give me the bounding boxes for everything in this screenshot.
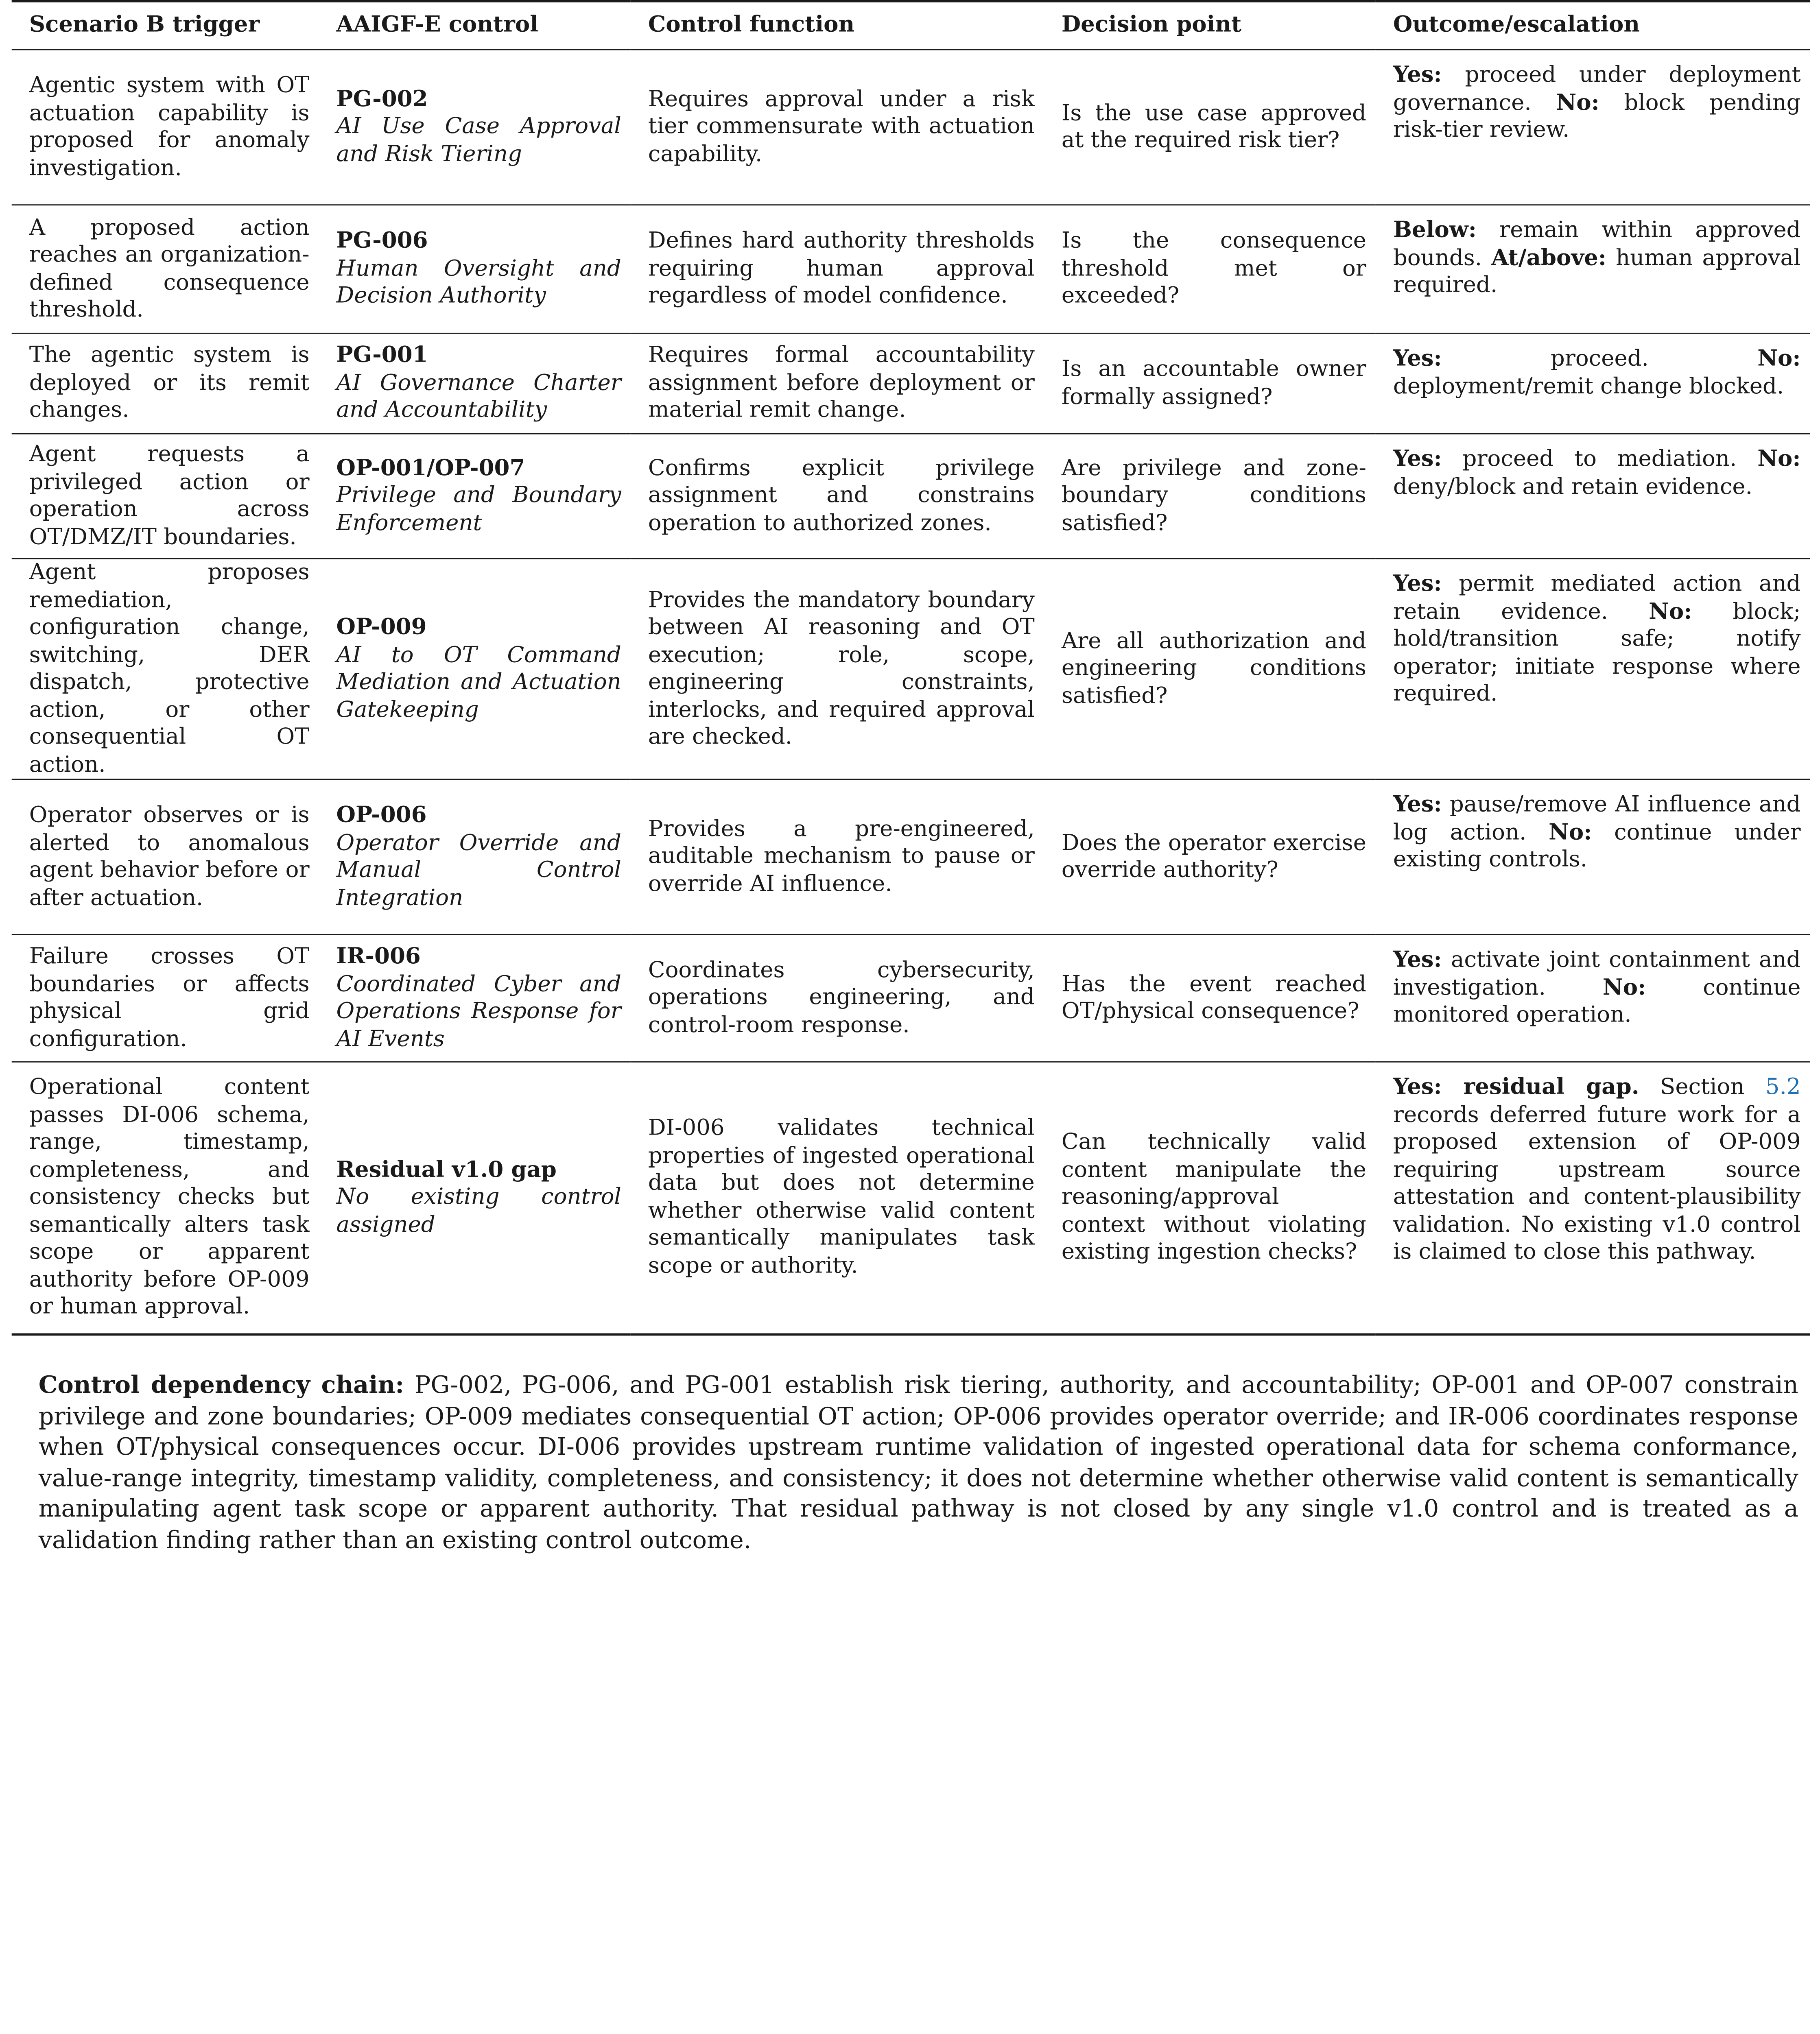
- decision-cell: Is an accountable owner formally assigned?: [1061, 356, 1366, 409]
- table-row: [12, 559, 1810, 779]
- outcome-cell: [1376, 779, 1810, 935]
- control-name: AI Use Case Approval and Risk Tiering: [336, 113, 621, 167]
- function-cell: Coordinates cybersecurity, operations engineering, and control-room response.: [648, 957, 1035, 1038]
- trigger-cell: Agentic system with OT actuation capability is proposed for anomaly investigation.: [29, 72, 310, 181]
- outcome-a-label: Yes:: [1393, 947, 1442, 973]
- outcome-b-text: human approval required.: [1393, 244, 1801, 298]
- function-cell: DI-006 validates technical properties of ingested operational data but does not determine whether otherwise valid content semantically manipulates task scope or authority.: [648, 1115, 1035, 1278]
- outcome-b-label: No:: [1757, 345, 1801, 371]
- residual-gap-row: [12, 1062, 1810, 1334]
- outcome-cell: [1376, 1062, 1810, 1334]
- outcome-b-label: No:: [1602, 974, 1646, 1000]
- outcome-b-text: block; hold/transition safe; notify operator; initiate response where required.: [1393, 598, 1801, 707]
- table-row: [12, 934, 1810, 1062]
- function-cell: Requires formal accountability assignment before deployment or material remit change.: [648, 342, 1035, 423]
- outcome-cell: [1376, 434, 1810, 559]
- control-cell: [319, 434, 631, 559]
- trigger-cell: Agent requests a privileged action or operation across OT/DMZ/IT boundaries.: [29, 441, 310, 550]
- control-cell: [319, 934, 631, 1062]
- decision-cell: Can technically valid content manipulate the reasoning/approval context without violating existing ingestion checks?: [1061, 1129, 1366, 1265]
- control-code: Residual v1.0 gap: [336, 1156, 557, 1182]
- outcome-b-text: deny/block and retain evidence.: [1393, 473, 1752, 499]
- section-reference-link[interactable]: 5.2: [1765, 1074, 1801, 1100]
- outcome-a-text: proceed.: [1550, 345, 1649, 371]
- control-code: PG-006: [336, 228, 428, 254]
- decision-cell: Are privilege and zone-boundary conditions satisfied?: [1061, 455, 1366, 536]
- outcome-cell: [1376, 559, 1810, 779]
- table-row: [12, 434, 1810, 559]
- trigger-cell: Operational content passes DI-006 schema, range, timestamp, completeness, and consistency checks but semantically alters task scope or apparent authority before OP-009 or human approval.: [29, 1074, 310, 1320]
- outcome-cell: [1376, 205, 1810, 334]
- outcome-cell: [1376, 50, 1810, 205]
- control-name: No existing control assigned: [336, 1184, 621, 1237]
- outcome-b-text: block pending risk-tier review.: [1393, 89, 1801, 143]
- control-name: Coordinated Cyber and Operations Response for AI Events: [336, 971, 621, 1052]
- table-header-row: [12, 1, 1810, 50]
- control-cell: [319, 1062, 631, 1334]
- content-wrapper: [12, 0, 1810, 1579]
- decision-cell: Are all authorization and engineering conditions satisfied?: [1061, 628, 1366, 709]
- table-row: [12, 333, 1810, 434]
- decision-cell: Does the operator exercise override authority?: [1061, 829, 1366, 883]
- outcome-b-label: At/above:: [1491, 244, 1606, 271]
- table-row: [12, 205, 1810, 334]
- outcome-b-label: No:: [1556, 89, 1599, 115]
- control-name: Privilege and Boundary Enforcement: [336, 482, 621, 536]
- control-name: AI Governance Charter and Accountability: [336, 370, 621, 423]
- dependency-chain-paragraph: [12, 1359, 1810, 1555]
- outcome-a-label: Yes:: [1393, 791, 1442, 817]
- outcome-pre: Section: [1660, 1074, 1745, 1100]
- outcome-post: records deferred future work for a proposed extension of OP-009 requiring upstream source attestation and content-plausibility validation. No existing v1.0 control is claimed to close this pathway.: [1393, 1101, 1801, 1265]
- outcome-a-label: Yes:: [1393, 62, 1442, 88]
- outcome-b-label: No:: [1649, 598, 1692, 624]
- scenario-control-table: [12, 0, 1810, 1335]
- outcome-a-text: remain within approved bounds.: [1393, 217, 1801, 271]
- outcome-b-label: No:: [1757, 446, 1801, 472]
- trigger-cell: The agentic system is deployed or its remit changes.: [29, 342, 310, 423]
- outcome-a-label: Yes:: [1393, 571, 1442, 597]
- outcome-a-text: proceed under deployment governance.: [1393, 62, 1801, 115]
- decision-cell: Has the event reached OT/physical consequence?: [1061, 971, 1366, 1024]
- control-name: Human Oversight and Decision Authority: [336, 255, 621, 309]
- trigger-cell: Agent proposes remediation, configuration change, switching, DER dispatch, protective action, or other consequential OT action.: [29, 559, 310, 777]
- function-cell: Provides the mandatory boundary between AI reasoning and OT execution; role, scope, engineering constraints, interlocks, and required approval are checked.: [648, 587, 1035, 750]
- control-code: PG-002: [336, 86, 428, 112]
- header-decision: Decision point: [1061, 12, 1242, 38]
- trigger-cell: Failure crosses OT boundaries or affects physical grid configuration.: [29, 943, 310, 1052]
- trigger-cell: A proposed action reaches an organization-defined consequence threshold.: [29, 214, 310, 323]
- header-control: AAIGF-E control: [336, 12, 538, 38]
- function-cell: Confirms explicit privilege assignment and constrains operation to authorized zones.: [648, 455, 1035, 536]
- outcome-b-text: deployment/remit change blocked.: [1393, 373, 1784, 399]
- decision-cell: Is the consequence threshold met or exceeded?: [1061, 228, 1366, 309]
- control-cell: [319, 333, 631, 434]
- header-function: Control function: [648, 12, 855, 38]
- function-cell: Defines hard authority thresholds requiring human approval regardless of model confidence.: [648, 228, 1035, 309]
- outcome-a-label: Below:: [1393, 217, 1477, 243]
- table-row: [12, 779, 1810, 935]
- outcome-cell: [1376, 934, 1810, 1062]
- outcome-a-label: Yes:: [1393, 345, 1442, 371]
- trigger-cell: Operator observes or is alerted to anomalous agent behavior before or after actuation.: [29, 802, 310, 910]
- function-cell: Requires approval under a risk tier commensurate with actuation capability.: [648, 86, 1035, 167]
- control-code: OP-001/OP-007: [336, 455, 525, 481]
- control-cell: [319, 50, 631, 205]
- outcome-a-text: proceed to mediation.: [1462, 446, 1737, 472]
- control-code: OP-009: [336, 614, 427, 640]
- outcome-b-text: continue under existing controls.: [1393, 819, 1801, 872]
- control-code: IR-006: [336, 943, 421, 969]
- outcome-a-text: pause/remove AI influence and log action.: [1393, 791, 1801, 845]
- outcome-b-text: continue monitored operation.: [1393, 974, 1801, 1028]
- outcome-a-label: Yes:: [1393, 446, 1442, 472]
- control-code: PG-001: [336, 342, 428, 368]
- control-code: OP-006: [336, 802, 427, 828]
- control-cell: [319, 559, 631, 779]
- outcome-a-text: permit mediated action and retain evidence.: [1393, 571, 1801, 624]
- control-cell: [319, 205, 631, 334]
- outcome-cell: [1376, 333, 1810, 434]
- header-trigger: Scenario B trigger: [29, 12, 260, 38]
- table-row: [12, 50, 1810, 205]
- outcome-label: Yes: residual gap.: [1393, 1074, 1639, 1100]
- outcome-a-text: activate joint containment and investigation.: [1393, 947, 1801, 1000]
- dependency-chain-label: Control dependency chain:: [38, 1371, 404, 1399]
- outcome-b-label: No:: [1549, 819, 1592, 845]
- header-outcome: Outcome/escalation: [1393, 12, 1640, 38]
- decision-cell: Is the use case approved at the required risk tier?: [1061, 100, 1366, 153]
- function-cell: Provides a pre-engineered, auditable mechanism to pause or override AI influence.: [648, 816, 1035, 897]
- dependency-chain-text: PG-002, PG-006, and PG-001 establish risk tiering, authority, and accountability; OP-001 and OP-007 constrain privilege and zone boundaries; OP-009 mediates consequential OT action; OP-006 provides operator override; and IR-006 coordinates response when OT/physical consequences occur. DI-006 provides upstream runtime validation of ingested operational data for schema conformance, value-range integrity, timestamp validity, completeness, and consistency; it does not determine whether otherwise valid content is semantically manipulating agent task scope or apparent authority. That residual pathway is not closed by any single v1.0 control and is treated as a validation finding rather than an existing control outcome.: [38, 1371, 1798, 1554]
- control-cell: [319, 779, 631, 935]
- control-name: AI to OT Command Mediation and Actuation Gatekeeping: [336, 642, 621, 722]
- control-name: Operator Override and Manual Control Integration: [336, 829, 621, 910]
